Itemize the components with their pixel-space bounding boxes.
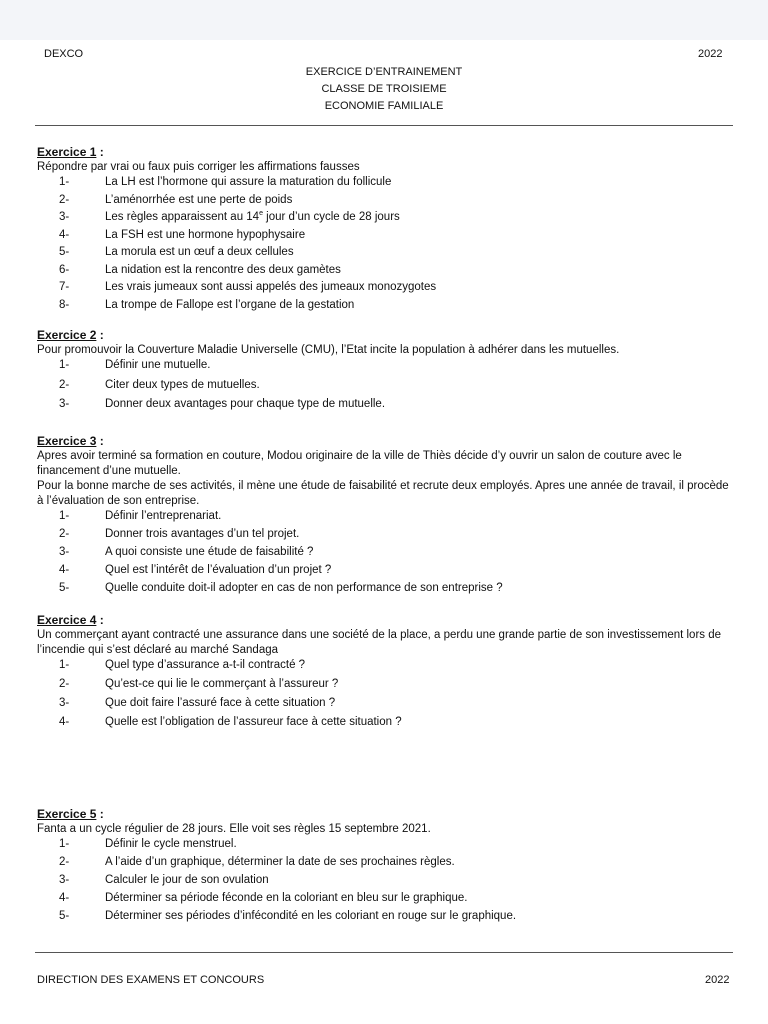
question: 4- La FSH est une hormone hypophysaire: [59, 228, 306, 241]
exercise-4-intro: Un commerçant ayant contracté une assurance dans une société de la place, a perdu une grande partie de son investissement lors de l’incendie qui s’est déclaré au marché Sandaga: [37, 629, 722, 656]
question: 1- Quel type d’assurance a-t-il contracté ?: [59, 659, 306, 671]
exercise-2-intro: Pour promouvoir la Couverture Maladie Universelle (CMU), l’Etat incite la population à adhérer dans les mutuelles.: [37, 344, 620, 356]
exercise-5-intro: Fanta a un cycle régulier de 28 jours. Elle voit ses règles 15 septembre 2021.: [37, 823, 431, 835]
exercise-3: [37, 434, 737, 599]
question: 2- A l’aide d’un graphique, déterminer la date de ses prochaines règles.: [59, 856, 455, 868]
question: 2- Qu’est-ce qui lie le commerçant à l’assureur ?: [59, 678, 339, 690]
question: 6- La nidation est la rencontre des deux gamètes: [59, 263, 341, 276]
title-line-3: ECONOMIE FAMILIALE: [324, 100, 444, 112]
exercise-5-questions: [37, 837, 737, 927]
question: 1- Définir le cycle menstruel.: [59, 838, 237, 850]
exercise-1: [37, 145, 737, 315]
question: 3- Que doit faire l’assuré face à cette situation ?: [59, 697, 336, 709]
header-year: 2022: [698, 48, 723, 60]
question: 2- L’aménorrhée est une perte de poids: [59, 193, 293, 206]
question: 2- Donner trois avantages d’un tel projet.: [59, 528, 300, 540]
question: 8- La trompe de Fallope est l’organe de la gestation: [59, 298, 355, 311]
exercise-2: [37, 328, 737, 417]
exercise-2-title: Exercice 2 :: [37, 328, 104, 342]
question: 4- Quelle est l’obligation de l’assureur face à cette situation ?: [59, 716, 402, 728]
exercise-1-intro: Répondre par vrai ou faux puis corriger les affirmations fausses: [37, 161, 360, 173]
exercise-2-questions: [37, 358, 737, 417]
question: 4- Déterminer sa période féconde en la coloriant en bleu sur le graphique.: [59, 892, 468, 904]
header-left: DEXCO: [44, 48, 84, 60]
document-titles: [0, 64, 768, 115]
question: 3- Donner deux avantages pour chaque type de mutuelle.: [59, 398, 386, 410]
question: 1- Définir l’entreprenariat.: [59, 510, 222, 522]
exercise-4-title: Exercice 4 :: [37, 613, 104, 627]
footer-year: 2022: [705, 974, 730, 986]
title-line-1: EXERCICE D’ENTRAINEMENT: [305, 66, 463, 78]
question: 5- Quelle conduite doit-il adopter en cas de non performance de son entreprise ?: [59, 582, 503, 594]
question: 1- Définir une mutuelle.: [59, 359, 211, 371]
top-band: [0, 0, 768, 40]
question: 4- Quel est l’intérêt de l’évaluation d’un projet ?: [59, 564, 332, 576]
exercise-4: [37, 613, 737, 734]
question: 3- Les règles apparaissent au 14e jour d’un cycle de 28 jours: [59, 210, 400, 223]
question: 5- Déterminer ses périodes d’infécondité en les coloriant en rouge sur le graphique.: [59, 910, 517, 922]
exercise-1-questions: [37, 175, 737, 315]
exercise-3-title: Exercice 3 :: [37, 434, 104, 448]
question: 5- La morula est un œuf a deux cellules: [59, 246, 294, 258]
exercise-4-questions: [37, 658, 737, 734]
question: 1- La LH est l’hormone qui assure la maturation du follicule: [59, 176, 392, 188]
footer-divider: [35, 952, 733, 953]
question: 7- Les vrais jumeaux sont aussi appelés des jumeaux monozygotes: [59, 281, 437, 293]
question: 3- A quoi consiste une étude de faisabilité ?: [59, 546, 314, 558]
exercise-3-questions: [37, 509, 737, 599]
question: 2- Citer deux types de mutuelles.: [59, 378, 260, 391]
exercise-5: [37, 807, 737, 927]
exercise-3-intro-2: Pour la bonne marche de ses activités, il mène une étude de faisabilité et recrute deux employés. Apres une année de travail, il procède à l’évaluation de son entreprise.: [37, 480, 729, 507]
title-line-2: CLASSE DE TROISIEME: [321, 83, 447, 95]
header-divider: [35, 125, 733, 126]
footer-left: DIRECTION DES EXAMENS ET CONCOURS: [37, 974, 265, 986]
exercise-1-title: Exercice 1 :: [37, 145, 104, 159]
exercise-5-title: Exercice 5 :: [37, 807, 104, 821]
exercise-3-intro-1: Apres avoir terminé sa formation en couture, Modou originaire de la ville de Thiès décide d’y ouvrir un salon de couture avec le financement d’une mutuelle.: [37, 450, 682, 477]
question: 3- Calculer le jour de son ovulation: [59, 874, 269, 886]
